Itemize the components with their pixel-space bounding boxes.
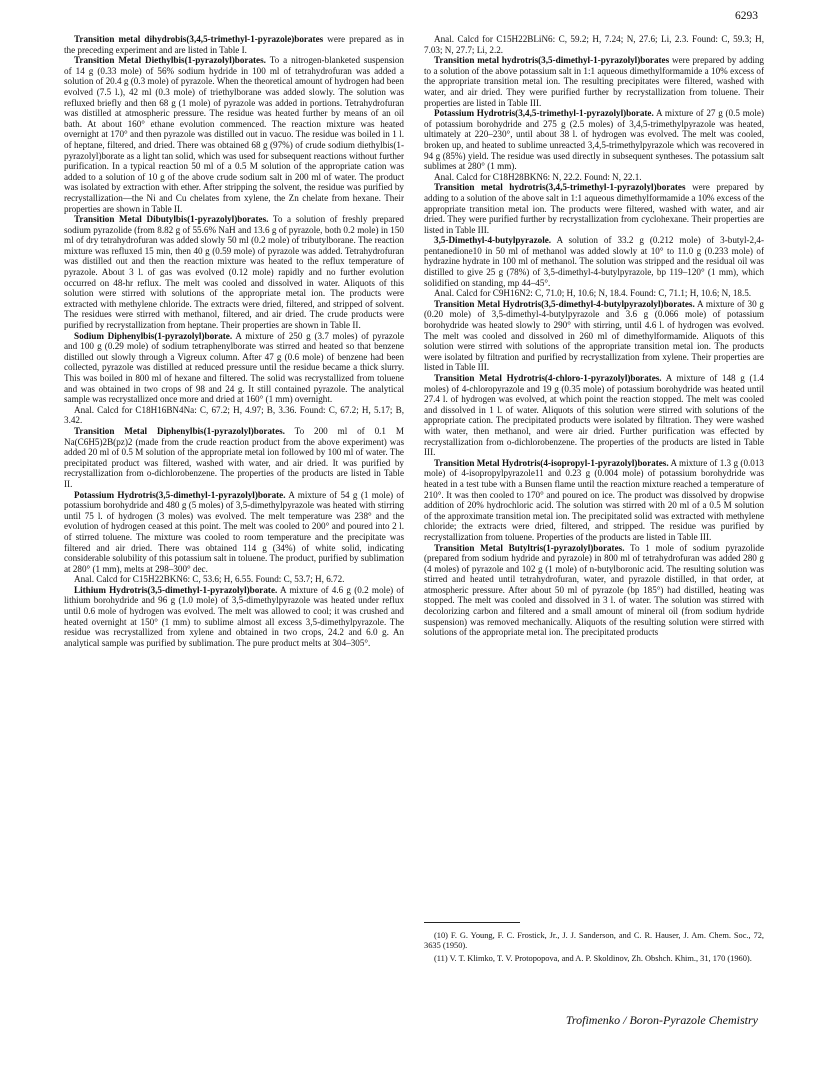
right-column [424,34,764,638]
paragraph-body: Anal. Calcd for C18H16BN4Na: C, 67.2; H, 4.97; B, 3.36. Found: C, 67.2; H, 5.17; B, 3.42. [64,404,404,426]
paragraph-body: A mixture of 250 g (3.7 moles) of pyrazole and 100 g (0.29 mole) of sodium tetraphenylborate was stirred and heated so that benzene distilled out slowly through a Vigreux column. After 47 g (0.6 mole) of benzene had been collected, pyrazole was distilled at reduced pressure until the residue became a thick slurry. This was boiled in 800 ml of hexane and filtered. The solid was recrystallized from toluene and was obtained in two crops of 98 and 24 g. It still contained pyrazole. The analytical sample was recrystallized once more and dried at 160° (1 mm) overnight. [64,330,404,405]
analysis-paragraph [64,405,404,426]
analysis-paragraph [424,172,764,183]
paragraph-body: A mixture of 4.6 g (0.2 mole) of lithium borohydride and 96 g (1.0 mole) of 3,5-dimethylpyrazole was heated under reflux until 0.6 mole of hydrogen was evolved. The melt was allowed to cool; it was crushed and heated overnight at 150° (1 mm) to sublime almost all excess 3,5-dimethylpyrazole. The residue was recrystallized from xylene and obtained in two crops, 24.2 and 6.0 g. An analytical sample was purified by sublimation. The pure product melts at 304–305°. [64,584,404,648]
paragraph-heading: Potassium Hydrotris(3,4,5-trimethyl-1-pyrazolyl)borate. [434,108,654,119]
paragraph-heading: Transition Metal Hydrotris(3,5-dimethyl-4-butylpyrazolyl)borates. [434,298,695,309]
paragraph-heading: Potassium Hydrotris(3,5-dimethyl-1-pyrazolyl)borate. [74,489,286,500]
experimental-paragraph [424,235,764,288]
paragraph-body: A mixture of 1.3 g (0.013 mole) of 4-isopropylpyrazole11 and 0.23 g (0.004 mole) of potassium borohydride was heated in a test tube with a Bunsen flame until the reaction mixture reached a temperature of 210°. It was then cooled to 170° and poured on ice. The product was dissolved by dropwise addition of 20% hydrochloric acid. The solution was stirred with 20 ml of a 0.5 M solution of the approximate transition metal ion. The precipitated solid was extracted with methylene chloride; the extracts were dried, filtered, and stripped. The residue was purified by recrystallization from toluene. Properties of the products are listed in Table III. [424,457,764,542]
paragraph-heading: Sodium Diphenylbis(1-pyrazolyl)borate. [74,330,233,341]
paragraph-body: A mixture of 30 g (0.20 mole) of 3,5-dimethyl-4-butylpyrazole and 3.6 g (0.066 mole) of potassium borohydride was heated slowly to 290° with stirring, until 4.6 l. of hydrogen was evolved. The melt was cooled and dissolved in 260 ml of dimethylformamide. Aliquots of this solution were stirred with solutions of the appropriate transition metal ion. The products were isolated by filtration and purified by recrystallization from xylene. Their properties are listed in Table III. [424,298,764,373]
paragraph-body: A mixture of 27 g (0.5 mole) of potassium borohydride and 275 g (2.5 moles) of 3,4,5-trimethylpyrazole was heated, ultimately at 220–230°, until about 38 l. of hydrogen was evolved. The melt was cooled, broken up, and heated to sublime unreacted 3,4,5-trimethylpyrazole which was recovered in 94 g (85%) yield. The residue was used directly in subsequent syntheses. The potassium salt sublimes at 280° (1 mm). [424,108,764,172]
paragraph-heading: Transition Metal Diethylbis(1-pyrazolyl)borates. [74,55,266,66]
paragraph-heading: Transition metal hydrotris(3,4,5-trimethyl-1-pyrazolyl)borates [434,182,686,193]
footnotes [424,922,764,968]
paragraph-heading: Transition metal hydrotris(3,5-dimethyl-1-pyrazolyl)borates [434,55,670,66]
experimental-paragraph [64,426,404,490]
paragraph-body: To 1 mole of sodium pyrazolide (prepared from sodium hydride and pyrazole) in 800 ml of tetrahydrofuran was added 280 g (4 moles) of pyrazole and 102 g (1 mole) of n-butylboronic acid. The resulting solution was stirred and heated until tetrahydrofuran, water, and pyrazole distilled, in that order, at atmospheric pressure. After about 50 ml of pyrazole (bp 185°) had distilled, heating was stopped. The melt was cooled and dissolved in 3 l. of water. The solution was stirred with decolorizing carbon and filtered and a small amount of mineral oil (from sodium hydride suspension) was removed mechanically. Aliquots of the resulting solution were stirred with solutions of the appropriate metal ion. The precipitated products [424,542,765,638]
paragraph-heading: Lithium Hydrotris(3,5-dimethyl-1-pyrazolyl)borate. [74,584,278,595]
paragraph-body: were prepared by adding to a solution of the above salt in 1:1 aqueous dimethylformamide a 10% excess of the appropriate transition metal ion. The products were filtered, washed with water, and air dried. They were purified further by recrystallization from cyclohexane. Their properties are listed in Table III. [424,182,764,235]
experimental-paragraph [424,299,764,373]
paragraph-body: A mixture of 148 g (1.4 moles) of 4-chloropyrazole and 19 g (0.35 mole) of potassium borohydride was heated until 27.4 l. of hydrogen was evolved, at which point the reaction stopped. The melt was cooled and dissolved in 1 l. of water. Aliquots of this solution were stirred with solutions of the appropriate cation. The precipitated products were isolated by filtration. They were washed with water, then methanol, and were air dried. Further purification was effected by recrystallization from o-dichlorobenzene. The properties of the products are listed in Table III. [424,373,764,458]
experimental-paragraph [424,458,764,543]
paragraph-heading: Transition Metal Butyltris(1-pyrazolyl)borates. [434,542,625,553]
analysis-paragraph [424,34,764,55]
left-column [64,34,404,648]
paragraph-heading: Transition Metal Dibutylbis(1-pyrazolyl)borates. [74,214,269,225]
experimental-paragraph [64,34,404,55]
paragraph-heading: Transition Metal Hydrotris(4-isopropyl-1-pyrazolyl)borates. [434,457,669,468]
running-footer: Trofimenko / Boron-Pyrazole Chemistry [565,1013,758,1027]
footnote-11: (11) V. T. Klimko, T. V. Protopopova, and A. P. Skoldinov, Zh. Obshch. Khim., 31, 170 (1960). [434,954,752,964]
paragraph-body: To 200 ml of 0.1 M Na(C6H5)2B(pz)2 (made from the crude reaction product from the above experiment) was added 20 ml of 0.5 M solution of the appropriate metal ion followed by 100 ml of water. The precipitated product was filtered, washed with water, and air dried. It was purified by recrystallization from o-dichlorobenzene. The properties of the products are listed in Table II. [64,425,404,489]
paragraph-heading: 3,5-Dimethyl-4-butylpyrazole. [434,235,552,246]
analysis-paragraph [424,288,764,299]
experimental-paragraph [424,373,764,458]
analysis-paragraph [64,574,404,585]
paragraph-body: were prepared by adding to a solution of the above potassium salt in 1:1 aqueous dimethylformamide a 10% excess of the appropriate transition metal ion. The resulting precipitates were filtered, washed with water, and air dried. They were purified further by recrystallization from toluene. Their properties are listed in Table III. [424,55,764,108]
paragraph-heading: Transition metal dihydrobis(3,4,5-trimethyl-1-pyrazole)borates [74,34,324,44]
footnote-10: (10) F. G. Young, F. C. Frostick, Jr., J. J. Sanderson, and C. R. Hauser, J. Am. Chem. Soc., 72, 3635 (1950). [424,931,764,951]
experimental-paragraph [64,490,404,575]
paragraph-body: A mixture of 54 g (1 mole) of potassium borohydride and 480 g (5 moles) of 3,5-dimethylpyrazole was heated with stirring until 75 l. of hydrogen (3 moles) was evolved. The melt temperature was 238° and the evolution of hydrogen ceased at this point. The melt was cooled to 200° and poured into 2 l. of stirred toluene. The mixture was cooled to room temperature and the precipitate was filtered and air dried. There was obtained 114 g (34%) of white solid, indicating considerable solubility of this potassium salt in toluene. The product, purified by sublimation at 280° (1 mm), melts at 298–300° dec. [64,489,404,574]
paragraph-heading: Transition Metal Hydrotris(4-chloro-1-pyrazolyl)borates. [434,373,662,383]
paragraph-body: To a solution of freshly prepared sodium pyrazolide (from 8.82 g of 55.6% NaH and 13.6 g of pyrazole, both 0.2 mole) in 150 ml of dry tetrahydrofuran was added slowly 50 ml (0.2 mole) of tributylborane. The reaction mixture was refluxed 15 min, then 40 g (0.59 mole) of pyrazole was added. Tetrahydrofuran was distilled out and then the reaction mixture was heated to the reflux temperature of pyrazole. About 3 l. of gas was evolved (0.12 mole) rapidly and no further evolution occurred on 48-hr reflux. The melt was cooled and dissolved in water. Aliquots of this solution were stirred with solutions of the appropriate metal ion. The products were extracted with methylene chloride. The extracts were dried, filtered, and stripped of solvent. The residues were stirred with methanol, filtered, and air dried. The crude products were purified by recrystallization from heptane. Their properties are shown in Table II. [64,214,404,331]
experimental-paragraph [424,55,764,108]
paragraph-body: To a nitrogen-blanketed suspension of 14 g (0.33 mole) of 56% sodium hydride in 100 ml of tetrahydrofuran was added a solution of 20.4 g (0.3 mole) of pyrazole. When the theoretical amount of hydrogen had been evolved (7.5 l.), 42 ml (0.3 mole) of triethylborane was added slowly. The solution was refluxed briefly and then 68 g (1 mole) of pyrazole was added in portions. Tetrahydrofuran was distilled at atmospheric pressure. The residue was heated further by means of an oil bath. At about 160° ethane evolution commenced. The reaction mixture was heated overnight at 170° and then pyrazole was distilled out in vacuo. The residue was boiled in 1 l. of heptane, filtered, and dried. There was obtained 68 g (97%) of crude sodium diethylbis(1-pyrazolyl)borate as a light tan solid, which was used for subsequent reactions without further purification. In a typical reaction 50 ml of a 0.5 M solution of the appropriate cation was added to a solution of 10 g of the above crude sodium salt in 200 ml of water. The product was isolated by extraction with ether. After stripping the solvent, the residue was purified by recrystallization—the Ni and Cu chelates from xylene, the Zn chelate from hexane. Their properties are shown in Table II. [64,55,404,214]
paragraph-body: Anal. Calcd for C9H16N2: C, 71.0; H, 10.6; N, 18.4. Found: C, 71.1; H, 10.6; N, 18.5. [434,288,752,299]
footnote-rule [424,922,520,923]
paragraph-body: A solution of 33.2 g (0.212 mole) of 3-butyl-2,4-pentanedione10 in 50 ml of methanol was added slowly at 10° to 11.0 g (0.233 mole) of hydrazine hydrate in 100 ml of methanol. The solution was stripped and the residual oil was distilled to give 25 g (78%) of 3,5-dimethyl-4-butylpyrazole, bp 119–120° (1 mm), which solidified on standing, mp 44–45°. [424,235,764,288]
paragraph-body: Anal. Calcd for C18H28BKN6: N, 22.2. Found: N, 22.1. [434,171,642,182]
paragraph-body: Anal. Calcd for C15H22BLiN6: C, 59.2; H, 7.24; N, 27.6; Li, 2.3. Found: C, 59.3; H, 7.03; N, 27.7; Li, 2.2. [424,34,764,55]
paragraph-body: were prepared as in the preceding experiment and are listed in Table I. [64,34,404,55]
experimental-paragraph [64,331,404,405]
experimental-paragraph [64,585,404,649]
experimental-paragraph [64,214,404,331]
experimental-paragraph [64,55,404,214]
experimental-paragraph [424,543,764,638]
page-number: 6293 [735,10,758,22]
experimental-paragraph [424,108,764,172]
paragraph-heading: Transition Metal Diphenylbis(1-pyrazolyl)borates. [74,425,285,436]
experimental-paragraph [424,182,764,235]
paragraph-body: Anal. Calcd for C15H22BKN6: C, 53.6; H, 6.55. Found: C, 53.7; H, 6.72. [74,574,345,585]
